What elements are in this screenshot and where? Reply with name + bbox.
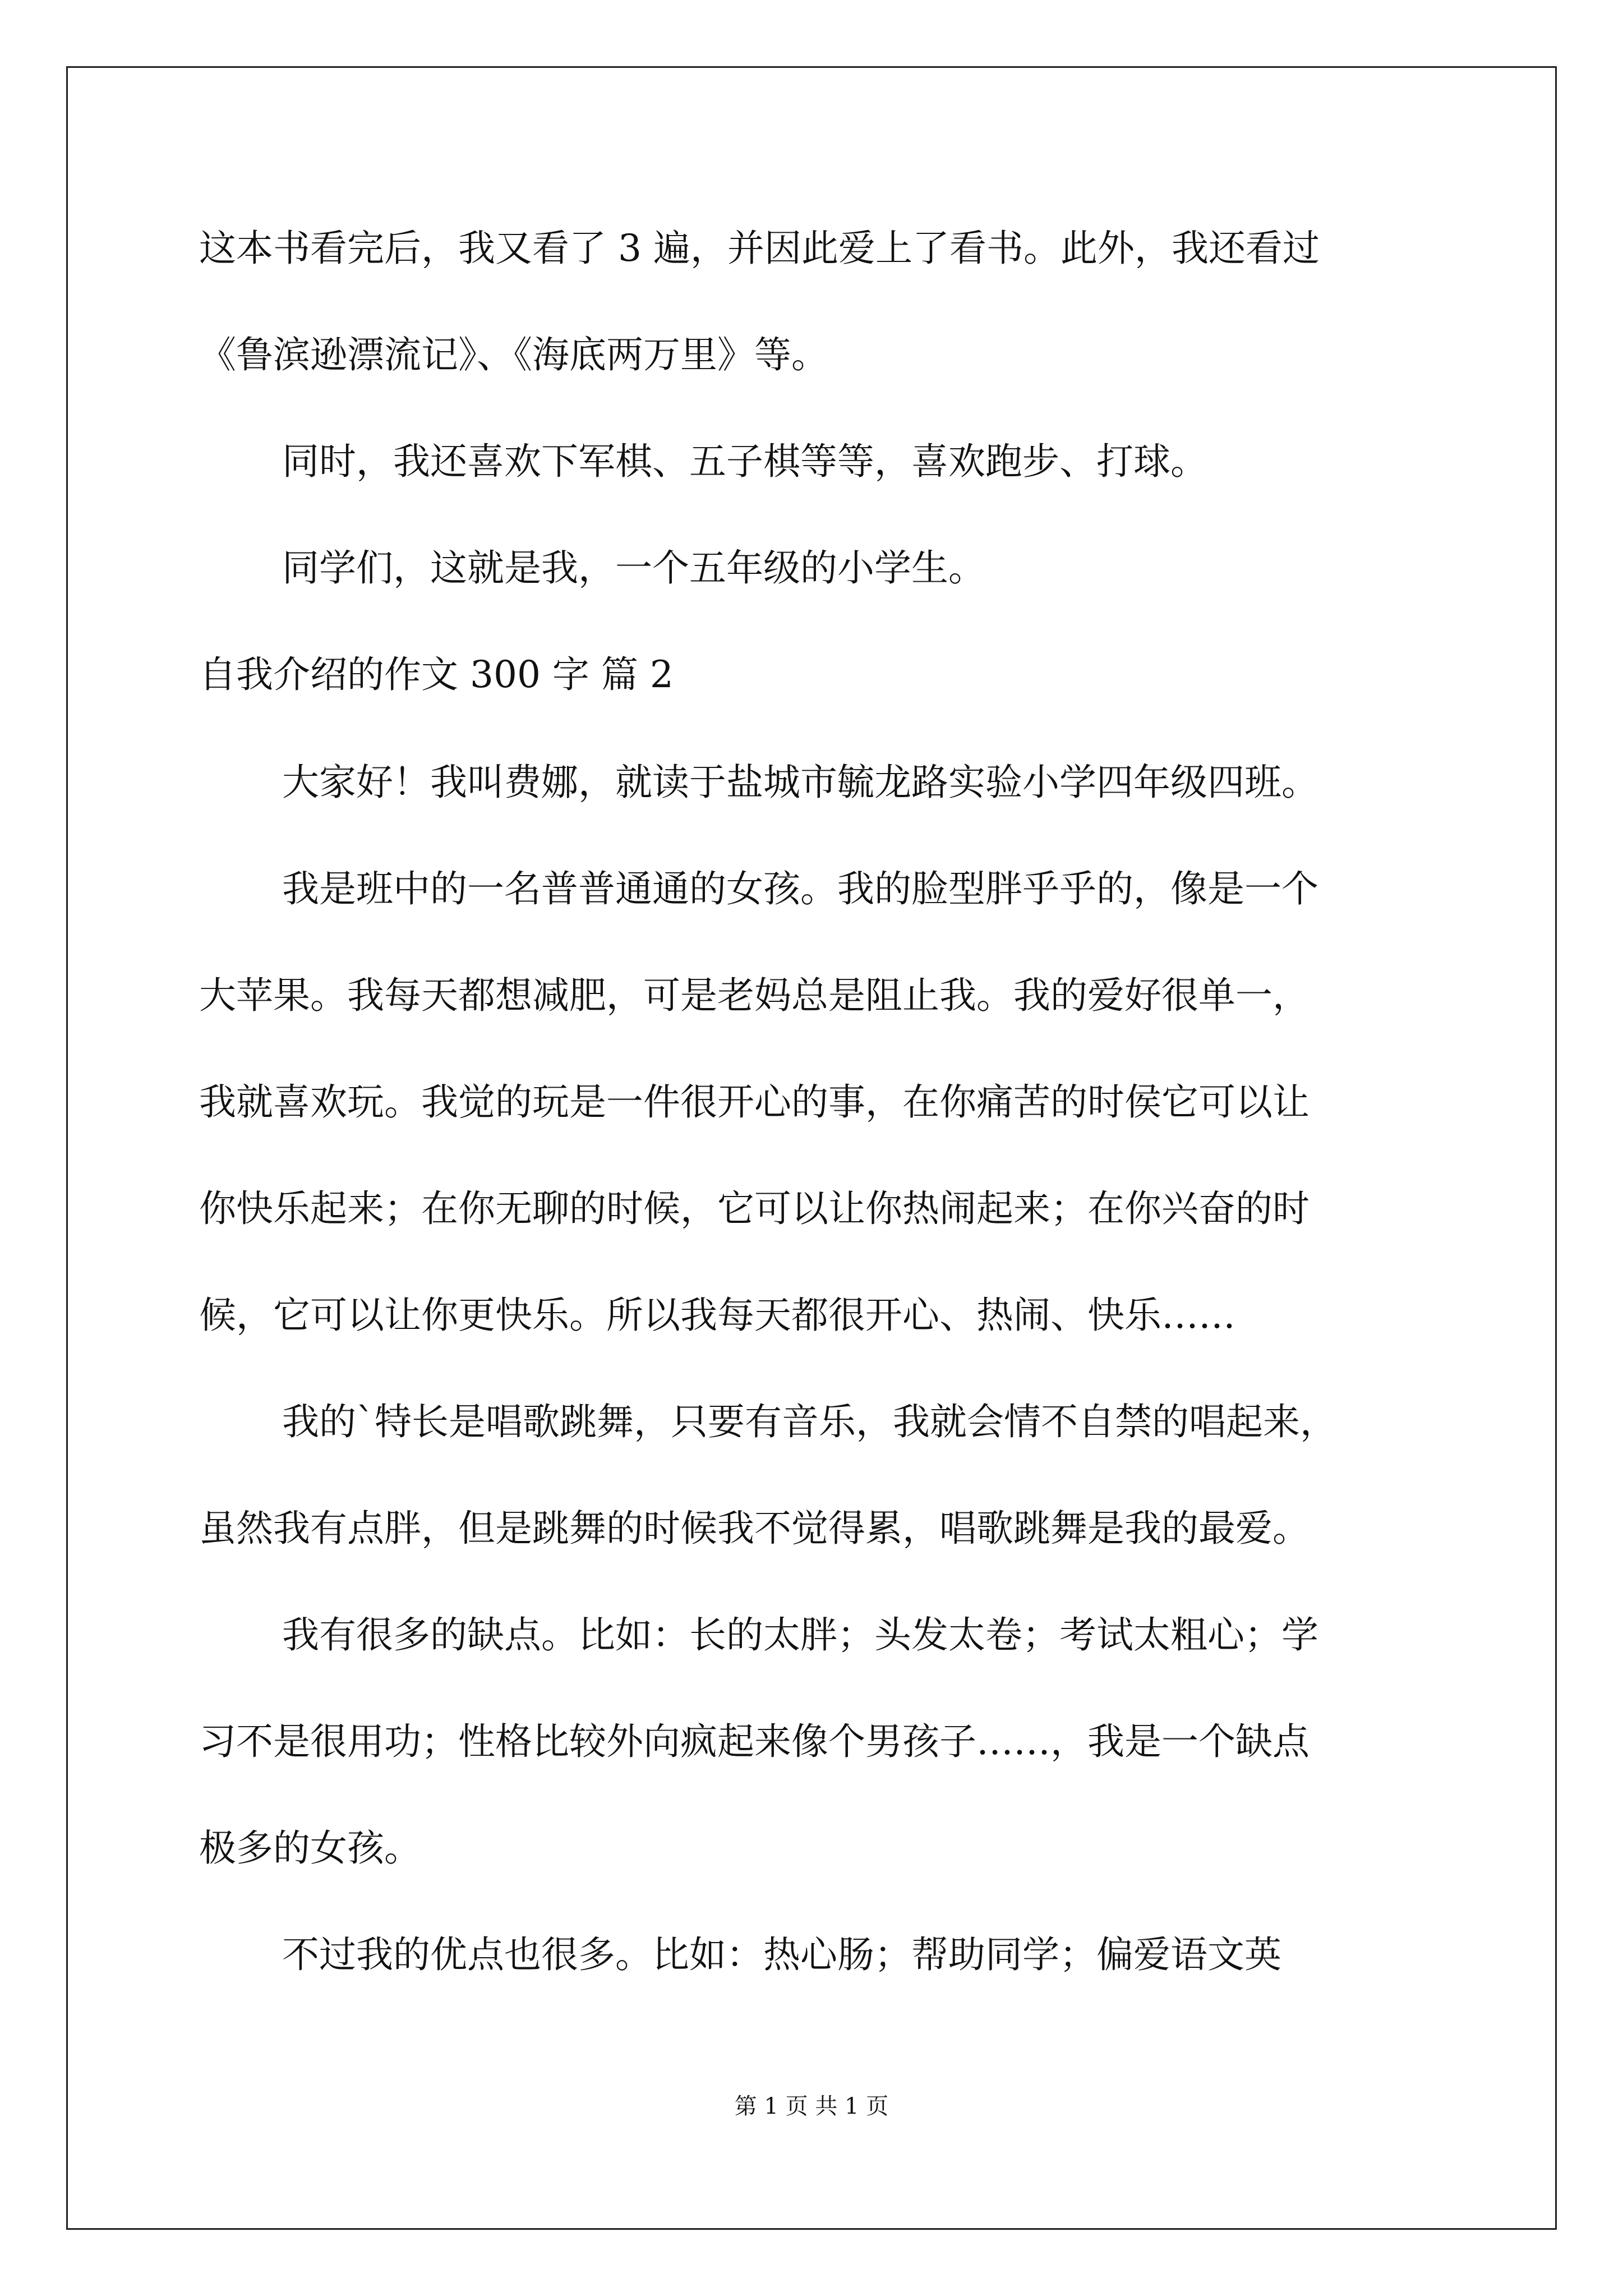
text-line: 你快乐起来；在你无聊的时候，它可以让你热闹起来；在你兴奋的时 bbox=[199, 1187, 1310, 1230]
text-line: 我的`特长是唱歌跳舞，只要有音乐，我就会情不自禁的唱起来， bbox=[282, 1400, 1337, 1443]
text-line: 同时，我还喜欢下军棋、五子棋等等，喜欢跑步、打球。 bbox=[282, 440, 1207, 483]
section-heading: 自我介绍的作文 300 字 篇 2 bbox=[199, 653, 674, 696]
page-border bbox=[66, 66, 1557, 2230]
text-line: 这本书看完后，我又看了 3 遍，并因此爱上了看书。此外，我还看过 bbox=[199, 227, 1320, 270]
text-line: 我有很多的缺点。比如：长的太胖；头发太卷；考试太粗心；学 bbox=[282, 1613, 1318, 1657]
text-line: 习不是很用功；性格比较外向疯起来像个男孩子……，我是一个缺点 bbox=[199, 1720, 1310, 1763]
text-line: 大苹果。我每天都想减肥，可是老妈总是阻止我。我的爱好很单一， bbox=[199, 974, 1310, 1017]
text-line: 大家好！我叫费娜，就读于盐城市毓龙路实验小学四年级四班。 bbox=[282, 761, 1318, 804]
text-line: 极多的女孩。 bbox=[199, 1826, 421, 1870]
text-line: 我是班中的一名普普通通的女孩。我的脸型胖乎乎的，像是一个 bbox=[282, 867, 1318, 910]
text-line: 我就喜欢玩。我觉的玩是一件很开心的事，在你痛苦的时侯它可以让 bbox=[199, 1080, 1310, 1124]
page-footer: 第 1 页 共 1 页 bbox=[734, 2093, 889, 2119]
text-line: 《鲁滨逊漂流记》、《海底两万里》等。 bbox=[199, 333, 828, 376]
text-line: 候，它可以让你更快乐。所以我每天都很开心、热闹、快乐…… bbox=[199, 1294, 1235, 1337]
text-line: 虽然我有点胖，但是跳舞的时候我不觉得累，唱歌跳舞是我的最爱。 bbox=[199, 1507, 1310, 1550]
text-line: 不过我的优点也很多。比如：热心肠；帮助同学；偏爱语文英 bbox=[282, 1933, 1281, 1976]
text-line: 同学们，这就是我，一个五年级的小学生。 bbox=[282, 546, 985, 590]
